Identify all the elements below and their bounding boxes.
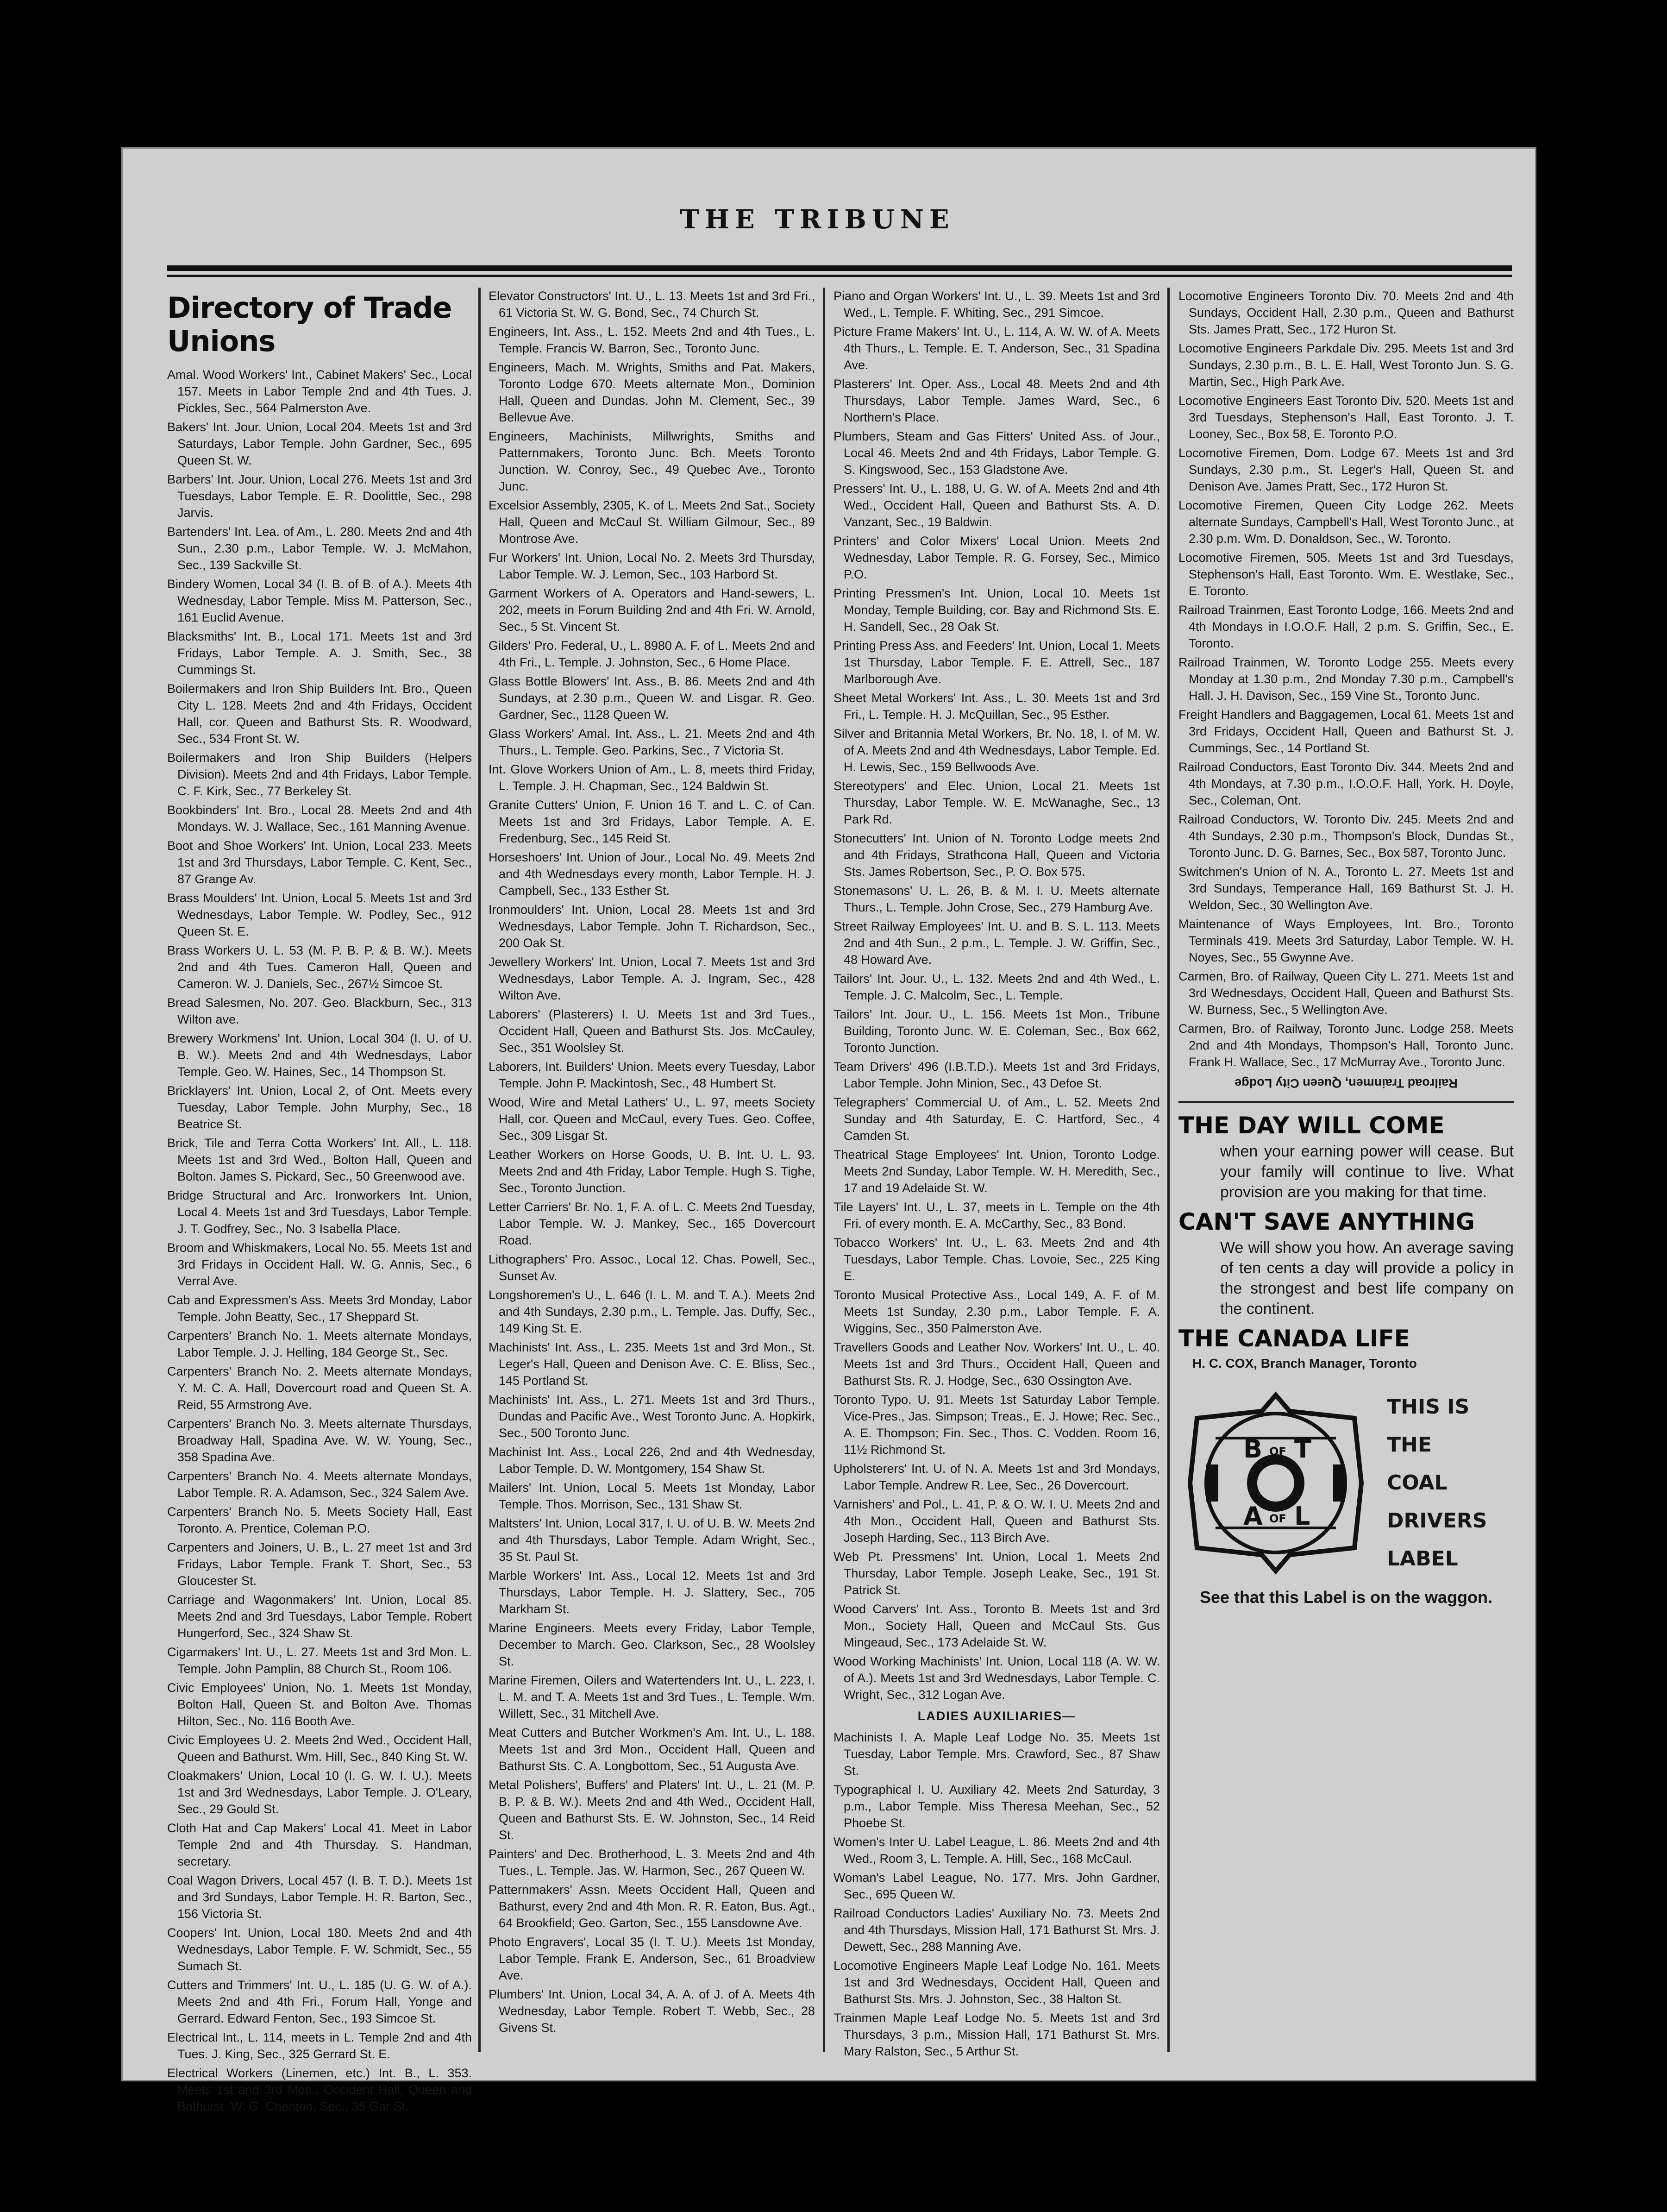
badge-letter: L — [1294, 1502, 1310, 1531]
union-entry: Engineers, Machinists, Millwrights, Smiths and Patternmakers, Toronto Junc. Bch. Meets Toronto Junction. W. Conroy, Sec., 49 Quebec Ave., Toronto Junc. — [489, 429, 815, 493]
label-line: COAL — [1387, 1471, 1448, 1495]
directory-column-1 — [167, 288, 472, 2113]
union-entry: Excelsior Assembly, 2305, K. of L. Meets 2nd Sat., Society Hall, Queen and McCaul St. William Gilmour, Sec., 89 Montrose Ave. — [489, 498, 815, 546]
union-entry: Street Railway Employees' Int. U. and B. S. L. 113. Meets 2nd and 4th Sun., 2 p.m., L. Temple. J. W. Griffin, Sec., 48 Howard Ave. — [834, 919, 1160, 967]
union-entry: Amal. Wood Workers' Int., Cabinet Makers' Sec., Local 157. Meets in Labor Temple 2nd and 4th Tues. J. Pickles, Sec., 564 Palmerston Ave. — [167, 368, 472, 415]
union-entry: Carriage and Wagonmakers' Int. Union, Local 85. Meets 2nd and 3rd Tuesdays, Labor Temple. Robert Hungerford, Sec., 324 Shaw St. — [167, 1593, 472, 1640]
entries-list — [167, 366, 472, 2115]
union-entry: Stereotypers' and Elec. Union, Local 21. Meets 1st Thursday, Labor Temple. W. E. McWanaghe, Sec., 13 Park Rd. — [834, 779, 1160, 826]
union-entry: Brewery Workmens' Int. Union, Local 304 (I. U. of U. B. W.). Meets 2nd and 4th Wednesdays, Labor Temple. Geo. W. Haines, Sec., 14 Thompson St. — [167, 1031, 472, 1079]
union-entry: Fur Workers' Int. Union, Local No. 2. Meets 3rd Thursday, Labor Temple. W. J. Lemon, Sec., 103 Harbord St. — [489, 551, 815, 581]
union-entry: Web Pt. Pressmens' Int. Union, Local 1. Meets 2nd Thursday, Labor Temple. Joseph Leake, Sec., 191 St. Patrick St. — [834, 1550, 1160, 1597]
union-entry: Piano and Organ Workers' Int. U., L. 39. Meets 1st and 3rd Wed., L. Temple. F. Whiting, Sec., 291 Simcoe. — [834, 289, 1160, 320]
union-entry: Stonemasons' U. L. 26, B. & M. I. U. Meets alternate Thurs., L. Temple. John Crose, Sec., 279 Hamburg Ave. — [834, 884, 1160, 914]
union-entry: Upholsterers' Int. U. of N. A. Meets 1st and 3rd Mondays, Labor Temple. Andrew R. Lee, Sec., 26 Dovercourt. — [834, 1462, 1160, 1492]
union-entry: Metal Polishers', Buffers' and Platers' Int. U., L. 21 (M. P. B. P. & B. W.). Meets 2nd and 4th Wed., Occident Hall, Queen and Bathurst Sts. E. W. Johnston, Sec., 14 Reid St. — [489, 1778, 815, 1842]
masthead-rule-thin — [167, 275, 1512, 277]
union-entry: Team Drivers' 496 (I.B.T.D.). Meets 1st and 3rd Fridays, Labor Temple. John Minion, Sec., 43 Defoe St. — [834, 1060, 1160, 1090]
coal-drivers-label-ad — [1178, 1386, 1514, 1608]
union-entry: Locomotive Engineers East Toronto Div. 520. Meets 1st and 3rd Tuesdays, Stephenson's Hall, East Toronto. J. T. Looney, Sec., Box 58, E. Toronto P.O. — [1178, 394, 1514, 441]
directory-column-2 — [489, 288, 815, 2052]
union-entry: Brass Moulders' Int. Union, Local 5. Meets 1st and 3rd Wednesdays, Labor Temple. W. Podley, Sec., 912 Queen St. E. — [167, 891, 472, 938]
union-entry: Electrical Int., L. 114, meets in L. Temple 2nd and 4th Tues. J. King, Sec., 325 Gerrard St. E. — [167, 2030, 472, 2061]
union-entry: Freight Handlers and Baggagemen, Local 61. Meets 1st and 3rd Fridays, Occident Hall, Queen and Bathurst St. J. Cummings, Sec., 14 Portland St. — [1178, 708, 1514, 755]
union-entry: Carmen, Bro. of Railway, Toronto Junc. Lodge 258. Meets 2nd and 4th Mondays, Thompson's Hall, Toronto Junc. Frank H. Wallace, Sec., 17 McMurray Ave., Toronto Junc. — [1178, 1022, 1514, 1069]
ad-paragraph-1: when your earning power will cease. But your family will continue to live. What provision are you making for that time. — [1220, 1143, 1514, 1201]
union-entry: Locomotive Firemen, 505. Meets 1st and 3rd Tuesdays, Stephenson's Hall, East Toronto. Wm. E. Westlake, Sec., E. Toronto. — [1178, 551, 1514, 598]
union-entry: Bindery Women, Local 34 (I. B. of B. of A.). Meets 4th Wednesday, Labor Temple. Miss M. Patterson, Sec., 161 Euclid Avenue. — [167, 577, 472, 624]
union-entry: Machinists' Int. Ass., L. 271. Meets 1st and 3rd Thurs., Dundas and Pacific Ave., West Toronto Junc. A. Hopkirk, Sec., 500 Toronto Junc. — [489, 1393, 815, 1440]
union-entry: Brass Workers U. L. 53 (M. P. B. P. & B. W.). Meets 2nd and 4th Tues. Cameron Hall, Queen and Cameron. W. J. Daniels, Sec., 267½ Simcoe St. — [167, 943, 472, 991]
union-entry: Picture Frame Makers' Int. U., L. 114, A. W. W. of A. Meets 4th Thurs., L. Temple. E. T. Anderson, Sec., 31 Spadina Ave. — [834, 325, 1160, 372]
union-entry: Carpenters' Branch No. 1. Meets alternate Mondays, Labor Temple. J. J. Helling, 184 George St., Sec. — [167, 1329, 472, 1359]
entries-list — [489, 288, 815, 2036]
union-entry: Garment Workers of A. Operators and Hand-sewers, L. 202, meets in Forum Building 2nd and 4th Fri. W. Arnold, Sec., 5 St. Vincent St. — [489, 586, 815, 634]
label-line: THIS IS — [1387, 1395, 1470, 1419]
union-entry: Typographical I. U. Auxiliary 42. Meets 2nd Saturday, 3 p.m., Labor Temple. Miss Theresa Meehan, Sec., 52 Phoebe St. — [834, 1783, 1160, 1830]
union-entry: Mailers' Int. Union, Local 5. Meets 1st Monday, Labor Temple. Thos. Morrison, Sec., 131 Shaw St. — [489, 1481, 815, 1511]
union-entry: Bakers' Int. Jour. Union, Local 204. Meets 1st and 3rd Saturdays, Labor Temple. John Gardner, Sec., 695 Queen St. W. — [167, 420, 472, 467]
column-divider — [1167, 288, 1170, 2052]
union-entry: Longshoremen's U., L. 646 (I. L. M. and T. A.). Meets 2nd and 4th Sundays, 2.30 p.m., L. Temple. Jas. Duffy, Sec., 149 King St. E. — [489, 1288, 815, 1335]
union-entry: Plasterers' Int. Oper. Ass., Local 48. Meets 2nd and 4th Thursdays, Labor Temple. James Ward, Sec., 6 Northern's Place. — [834, 377, 1160, 424]
union-entry: Carpenters' Branch No. 4. Meets alternate Mondays, Labor Temple. R. A. Adamson, Sec., 324 Salem Ave. — [167, 1469, 472, 1500]
ad-signature: H. C. COX, Branch Manager, Toronto — [1192, 1356, 1417, 1370]
union-entry: Engineers, Int. Ass., L. 152. Meets 2nd and 4th Tues., L. Temple. Francis W. Barron, Sec., Toronto Junc. — [489, 325, 815, 355]
ad-divider — [1178, 1101, 1514, 1103]
union-entry: Boilermakers and Iron Ship Builders Int. Bro., Queen City L. 128. Meets 2nd and 4th Fridays, Occident Hall, cor. Queen and Bathurst Sts. R. Woodward, Sec., 534 Front St. W. — [167, 682, 472, 746]
union-entry: Jewellery Workers' Int. Union, Local 7. Meets 1st and 3rd Wednesdays, Labor Temple. A. J. Ingram, Sec., 428 Wilton Ave. — [489, 955, 815, 1002]
directory-title: Directory of Trade Unions — [167, 291, 452, 358]
union-entry: Maintenance of Ways Employees, Int. Bro., Toronto Terminals 419. Meets 3rd Saturday, Labor Temple. W. H. Noyes, Sec., 55 Gwynne Ave. — [1178, 917, 1514, 964]
directory-column-4 — [1178, 288, 1514, 2052]
section-heading: LADIES AUXILIARIES— — [917, 1709, 1076, 1723]
union-entry: Cloakmakers' Union, Local 10 (I. G. W. I. U.). Meets 1st and 3rd Wednesdays, Labor Temple. J. O'Leary, Sec., 29 Gould St. — [167, 1769, 472, 1816]
union-entry: Cutters and Trimmers' Int. U., L. 185 (U. G. W. of A.). Meets 2nd and 4th Fri., Forum Hall, Yonge and Gerrard. Edward Fenton, Sec., 193 Simcoe St. — [167, 1978, 472, 2025]
ad-headline-2: CAN'T SAVE ANYTHING — [1178, 1208, 1475, 1235]
union-entry: Toronto Musical Protective Ass., Local 149, A. F. of M. Meets 1st Sunday, 2.30 p.m., Labor Temple. F. A. Wiggins, Sec., 350 Palmerston Ave. — [834, 1288, 1160, 1335]
union-entry: Tailors' Int. Jour. U., L. 156. Meets 1st Mon., Tribune Building, Toronto Junc. W. E. Coleman, Sec., Box 662, Toronto Junction. — [834, 1007, 1160, 1055]
union-entry: Printing Press Ass. and Feeders' Int. Union, Local 1. Meets 1st Thursday, Labor Temple. F. E. Attrell, Sec., 187 Marlborough Ave. — [834, 639, 1160, 686]
entries-list — [834, 288, 1160, 2060]
union-entry: Machinist Int. Ass., Local 226, 2nd and 4th Wednesday, Labor Temple. D. W. Montgomery, 154 Shaw St. — [489, 1445, 815, 1476]
union-entry: Bartenders' Int. Lea. of Am., L. 280. Meets 2nd and 4th Sun., 2.30 p.m., Labor Temple. W. J. McMahon, Sec., 139 Sackville St. — [167, 525, 472, 572]
union-entry: Theatrical Stage Employees' Int. Union, Toronto Lodge. Meets 2nd Sunday, Labor Temple. W. H. Meredith, Sec., 17 and 19 Adelaide St. W. — [834, 1148, 1160, 1195]
union-entry: Marine Engineers. Meets every Friday, Labor Temple, December to March. Geo. Clarkson, Sec., 28 Woolsley St. — [489, 1621, 815, 1668]
badge-letter: B — [1243, 1434, 1263, 1464]
union-entry: Bookbinders' Int. Bro., Local 28. Meets 2nd and 4th Mondays. W. J. Wallace, Sec., 161 Manning Avenue. — [167, 803, 472, 834]
union-entry: Pressers' Int. U., L. 188, U. G. W. of A. Meets 2nd and 4th Wed., Occident Hall, Queen and Bathurst Sts. A. D. Vanzant, Sec., 19 Baldwin. — [834, 482, 1160, 529]
canada-life-ad — [1178, 1112, 1514, 1372]
label-line: LABEL — [1387, 1547, 1458, 1571]
badge-letter: T — [1294, 1434, 1311, 1464]
ad-headline-3: THE CANADA LIFE — [1178, 1325, 1410, 1352]
union-entry: Laborers' (Plasterers) I. U. Meets 1st and 3rd Tues., Occident Hall, Queen and Bathurst Sts. Jos. McCauley, Sec., 351 Woolsley St. — [489, 1007, 815, 1055]
union-entry: Marine Firemen, Oilers and Watertenders Int. U., L. 223, I. L. M. and T. A. Meets 1st and 3rd Tues., L. Temple. Wm. Willett, Sec., 31 Mitchell Ave. — [489, 1673, 815, 1721]
union-entry: Laborers, Int. Builders' Union. Meets every Tuesday, Labor Temple. John P. Mackintosh, Sec., 48 Humbert St. — [489, 1060, 815, 1090]
union-entry: Wood Carvers' Int. Ass., Toronto B. Meets 1st and 3rd Mon., Society Hall, Queen and McCaul Sts. Gus Mingeaud, Sec., 173 Adelaide St. W. — [834, 1602, 1160, 1649]
union-entry: Women's Inter U. Label League, L. 86. Meets 2nd and 4th Wed., Room 3, L. Temple. A. Hill, Sec., 168 McCaul. — [834, 1835, 1160, 1866]
union-entry: Railroad Conductors, W. Toronto Div. 245. Meets 2nd and 4th Sundays, 2.30 p.m., Thompson's Block, Dundas St., Toronto Junc. D. G. Barnes, Sec., Box 587, Toronto Junc. — [1178, 812, 1514, 860]
union-entry: Carpenters' Branch No. 3. Meets alternate Thursdays, Broadway Hall, Spadina Ave. W. W. Young, Sec., 358 Spadina Ave. — [167, 1417, 472, 1464]
union-entry: Printing Pressmen's Int. Union, Local 10. Meets 1st Monday, Temple Building, cor. Bay and Richmond Sts. E. H. Sandell, Sec., 28 Oak St. — [834, 586, 1160, 634]
union-entry: Tobacco Workers' Int. U., L. 63. Meets 2nd and 4th Tuesdays, Labor Temple. Chas. Lovoie, Sec., 225 King E. — [834, 1236, 1160, 1283]
union-entry: Carpenters' Branch No. 2. Meets alternate Mondays, Y. M. C. A. Hall, Dovercourt road and Queen St. A. Reid, 55 Armstrong Ave. — [167, 1364, 472, 1412]
union-entry: Cigarmakers' Int. U., L. 27. Meets 1st and 3rd Mon. L. Temple. John Pamplin, 88 Church St., Room 106. — [167, 1645, 472, 1676]
union-entry: Railroad Conductors, East Toronto Div. 344. Meets 2nd and 4th Mondays, at 7.30 p.m., I.O.O.F. Hall, York. H. Doyle, Sec., Coleman, Ont. — [1178, 760, 1514, 807]
label-line: DRIVERS — [1387, 1509, 1487, 1533]
column-divider — [823, 288, 825, 2052]
union-entry: Plumbers, Steam and Gas Fitters' United Ass. of Jour., Local 46. Meets 2nd and 4th Fridays, Labor Temple. G. S. Kingswood, Sec., 153 Gladstone Ave. — [834, 429, 1160, 477]
union-entry: Plumbers' Int. Union, Local 34, A. A. of J. of A. Meets 4th Wednesday, Labor Temple. Robert T. Webb, Sec., 28 Givens St. — [489, 1987, 815, 2035]
union-entry: Stonecutters' Int. Union of N. Toronto Lodge meets 2nd and 4th Fridays, Strathcona Hall, Queen and Victoria Sts. James Robertson, Sec., P. O. Box 575. — [834, 831, 1160, 879]
newspaper-page — [121, 147, 1536, 2113]
ad-paragraph-2: We will show you how. An average saving of ten cents a day will provide a policy in the strongest and best life company on the continent. — [1220, 1239, 1514, 1318]
badge-letter: OF — [1269, 1445, 1286, 1458]
union-entry: Machinists I. A. Maple Leaf Lodge No. 35. Meets 1st Tuesday, Labor Temple. Mrs. Crawford, Sec., 87 Shaw St. — [834, 1730, 1160, 1778]
union-entry: Railroad Trainmen, East Toronto Lodge, 166. Meets 2nd and 4th Mondays in I.O.O.F. Hall, 2 p.m. S. Griffin, Sec., E. Toronto. — [1178, 603, 1514, 650]
union-entry: Locomotive Engineers Toronto Div. 70. Meets 2nd and 4th Sundays, Occident Hall, 2.30 p.m., Queen and Bathurst Sts. James Pratt, Sec., 172 Huron St. — [1178, 289, 1514, 336]
union-entry: Broom and Whiskmakers, Local No. 55. Meets 1st and 3rd Fridays in Occident Hall. W. G. Annis, Sec., 6 Verral Ave. — [167, 1241, 472, 1288]
union-entry: Bridge Structural and Arc. Ironworkers Int. Union, Local 4. Meets 1st and 3rd Tuesdays, Labor Temple. J. T. Godfrey, Sec., No. 3 Isabella Place. — [167, 1188, 472, 1236]
directory-column-3 — [834, 288, 1160, 2058]
union-entry: Civic Employees' Union, No. 1. Meets 1st Monday, Bolton Hall, Queen St. and Bolton Ave. Thomas Hilton, Sec., No. 116 Booth Ave. — [167, 1681, 472, 1728]
union-entry: Bricklayers' Int. Union, Local 2, of Ont. Meets every Tuesday, Labor Temple. John Murphy, Sec., 18 Beatrice St. — [167, 1084, 472, 1131]
union-entry: Coopers' Int. Union, Local 180. Meets 2nd and 4th Wednesdays, Labor Temple. F. W. Schmidt, Sec., 55 Sumach St. — [167, 1926, 472, 1973]
entries-list — [1178, 288, 1514, 1070]
union-entry: Machinists' Int. Ass., L. 235. Meets 1st and 3rd Mon., St. Leger's Hall, Queen and Denison Ave. C. E. Bliss, Sec., 145 Portland St. — [489, 1340, 815, 1388]
union-entry: Leather Workers on Horse Goods, U. B. Int. U. L. 93. Meets 2nd and 4th Friday, Labor Temple. Hugh S. Tighe, Sec., Toronto Junction. — [489, 1148, 815, 1195]
union-entry: Sheet Metal Workers' Int. Ass., L. 30. Meets 1st and 3rd Fri., L. Temple. H. J. McQuillan, Sec., 95 Esther. — [834, 691, 1160, 722]
union-entry: Carpenters and Joiners, U. B., L. 27 meet 1st and 3rd Fridays, Labor Temple. Frank T. Short, Sec., 53 Gloucester St. — [167, 1540, 472, 1588]
union-entry: Ironmoulders' Int. Union, Local 28. Meets 1st and 3rd Wednesdays, Labor Temple. John T. Richardson, Sec., 200 Oak St. — [489, 903, 815, 950]
union-entry: Woman's Label League, No. 177. Mrs. John Gardner, Sec., 695 Queen W. — [834, 1871, 1160, 1901]
union-entry: Railroad Trainmen, W. Toronto Lodge 255. Meets every Monday at 1.30 p.m., 2nd Monday 7.30 p.m., Campbell's Hall. J. H. Davison, Sec., 159 Vine St., Toronto Junc. — [1178, 655, 1514, 703]
union-entry: Patternmakers' Assn. Meets Occident Hall, Queen and Bathurst, every 2nd and 4th Mon. R. R. Eaton, Bus. Agt., 64 Brookfield; Geo. Garton, Sec., 155 Lansdowne Ave. — [489, 1883, 815, 1930]
union-entry: Locomotive Firemen, Dom. Lodge 67. Meets 1st and 3rd Sundays, 2.30 p.m., St. Leger's Hall, Queen St. and Denison Ave. James Pratt, Sec., 172 Huron St. — [1178, 446, 1514, 493]
union-entry: Boot and Shoe Workers' Int. Union, Local 233. Meets 1st and 3rd Thursdays, Labor Temple. C. Kent, Sec., 87 Grange Av. — [167, 839, 472, 886]
union-label-badge-icon — [1178, 1386, 1373, 1580]
column-divider — [478, 288, 481, 2052]
union-entry: Barbers' Int. Jour. Union, Local 276. Meets 1st and 3rd Tuesdays, Labor Temple. E. R. Doolittle, Sec., 298 Jarvis. — [167, 472, 472, 520]
union-entry: Civic Employees U. 2. Meets 2nd Wed., Occident Hall, Queen and Bathurst. Wm. Hill, Sec., 840 King St. W. — [167, 1733, 472, 1764]
masthead-rule — [167, 265, 1512, 271]
union-entry: Horseshoers' Int. Union of Jour., Local No. 49. Meets 2nd and 4th Wednesdays every month, Labor Temple. H. J. Campbell, Sec., 133 Esther St. — [489, 850, 815, 898]
union-entry: Meat Cutters and Butcher Workmen's Am. Int. U., L. 188. Meets 1st and 3rd Mon., Occident Hall, Queen and Bathurst Sts. C. A. Longbottom, Sec., 51 Augusta Ave. — [489, 1726, 815, 1773]
union-entry: Lithographers' Pro. Assoc., Local 12. Chas. Powell, Sec., Sunset Av. — [489, 1252, 815, 1283]
union-entry: Tailors' Int. Jour. U., L. 132. Meets 2nd and 4th Wed., L. Temple. J. C. Malcolm, Sec., L. Temple. — [834, 972, 1160, 1002]
union-entry: Locomotive Engineers Maple Leaf Lodge No. 161. Meets 1st and 3rd Wednesdays, Occident Hall, Queen and Bathurst Sts. Mrs. J. Johnston, Sec., 38 Halton St. — [834, 1959, 1160, 2006]
label-line: THE — [1387, 1433, 1432, 1457]
union-entry: Gilders' Pro. Federal, U., L. 8980 A. F. of L. Meets 2nd and 4th Fri., L. Temple. J. Johnston, Sec., 6 Home Place. — [489, 639, 815, 669]
union-entry: Glass Bottle Blowers' Int. Ass., B. 86. Meets 2nd and 4th Sundays, at 2.30 p.m., Queen W. and Lisgar. R. Geo. Gardner, Sec., 1128 Queen W. — [489, 674, 815, 722]
union-entry: Railroad Conductors Ladies' Auxiliary No. 73. Meets 2nd and 4th Thursdays, Mission Hall, 171 Bathurst St. Mrs. J. Dewett, Sec., 288 Manning Ave. — [834, 1906, 1160, 1954]
union-entry: Marble Workers' Int. Ass., Local 12. Meets 1st and 3rd Thursdays, Labor Temple. H. J. Slattery, Sec., 705 Markham St. — [489, 1569, 815, 1616]
union-entry: Electrical Workers (Linemen, etc.) Int. B., L. 353. Meets 1st and 3rd Mon., Occident Hall, Queen and Bathurst. W. G. Cheriton, Sec., 35 Gar St. — [167, 2066, 472, 2113]
union-entry: Painters' and Dec. Brotherhood, L. 3. Meets 2nd and 4th Tues., L. Temple. Jas. W. Harmon, Sec., 267 Queen W. — [489, 1847, 815, 1878]
union-entry: Carmen, Bro. of Railway, Queen City L. 271. Meets 1st and 3rd Wednesdays, Occident Hall, Queen and Bathurst Sts. W. Burness, Sec., 5 Wellington Ave. — [1178, 969, 1514, 1017]
union-entry: Trainmen Maple Leaf Lodge No. 5. Meets 1st and 3rd Thursdays, 3 p.m., Mission Hall, 171 Bathurst St. Mrs. Mary Ralston, Sec., 5 Arthur St. — [834, 2011, 1160, 2058]
union-entry: Locomotive Firemen, Queen City Lodge 262. Meets alternate Sundays, Campbell's Hall, West Toronto Junc., at 2.30 p.m. Wm. D. Donaldson, Sec., W. Toronto. — [1178, 498, 1514, 546]
union-entry: Letter Carriers' Br. No. 1, F. A. of L. C. Meets 2nd Tuesday, Labor Temple. W. J. Mankey, Sec., 165 Dovercourt Road. — [489, 1200, 815, 1247]
union-entry: Boilermakers and Iron Ship Builders (Helpers Division). Meets 2nd and 4th Fridays, Labor Temple. C. F. Kirk, Sec., 77 Berkeley St. — [167, 751, 472, 798]
union-entry: Engineers, Mach. M. Wrights, Smiths and Pat. Makers, Toronto Lodge 670. Meets alternate Mon., Dominion Hall, Queen and Dundas. John M. Clement, Sec., 39 Bellevue Ave. — [489, 360, 815, 424]
union-entry: Switchmen's Union of N. A., Toronto L. 27. Meets 1st and 3rd Sundays, Temperance Hall, 169 Bathurst St. J. H. Weldon, Sec., 30 Wellington Ave. — [1178, 865, 1514, 912]
union-entry: Brick, Tile and Terra Cotta Workers' Int. All., L. 118. Meets 1st and 3rd Wed., Bolton Hall, Queen and Bolton. James S. Pickard, Sec., 50 Greenwood ave. — [167, 1136, 472, 1183]
union-entry: Granite Cutters' Union, F. Union 16 T. and L. C. of Can. Meets 1st and 3rd Fridays, Labor Temple. A. E. Fredenburg, Sec., 145 Reid St. — [489, 798, 815, 845]
union-entry: Carpenters' Branch No. 5. Meets Society Hall, East Toronto. A. Prentice, Coleman P.O. — [167, 1505, 472, 1535]
union-entry: Blacksmiths' Int. B., Local 171. Meets 1st and 3rd Fridays, Labor Temple. A. J. Smith, Sec., 38 Cummings St. — [167, 629, 472, 677]
union-entry: Wood Working Machinists' Int. Union, Local 118 (A. W. W. of A.). Meets 1st and 3rd Wednesdays, Labor Temple. C. Wright, Sec., 312 Logan Ave. — [834, 1654, 1160, 1702]
union-entry: Maltsters' Int. Union, Local 317, I. U. of U. B. W. Meets 2nd and 4th Thursdays, Labor Temple. Adam Wright, Sec., 35 St. Paul St. — [489, 1516, 815, 1564]
union-entry: Travellers Goods and Leather Nov. Workers' Int. U., L. 40. Meets 1st and 3rd Thurs., Occident Hall, Queen and Bathurst Sts. R. J. Hodge, Sec., 630 Ossington Ave. — [834, 1340, 1160, 1388]
union-entry: Glass Workers' Amal. Int. Ass., L. 21. Meets 2nd and 4th Thurs., L. Temple. Geo. Parkins, Sec., 7 Victoria St. — [489, 727, 815, 757]
masthead: THE TRIBUNE — [680, 204, 955, 235]
union-entry: Locomotive Engineers Parkdale Div. 295. Meets 1st and 3rd Sundays, 2.30 p.m., B. L. E. Hall, West Toronto Jun. S. G. Martin, Sec., High Park Ave. — [1178, 341, 1514, 389]
union-entry: Cloth Hat and Cap Makers' Local 41. Meet in Labor Temple 2nd and 4th Thursday. S. Handman, secretary. — [167, 1821, 472, 1868]
union-entry: Int. Glove Workers Union of Am., L. 8, meets third Friday, L. Temple. J. H. Chapman, Sec., 124 Baldwin St. — [489, 762, 815, 793]
union-entry: Tile Layers' Int. U., L. 37, meets in L. Temple on the 4th Fri. of every month. E. A. McCarthy, Sec., 83 Bond. — [834, 1200, 1160, 1231]
badge-letter: A — [1243, 1502, 1263, 1531]
union-entry: Cab and Expressmen's Ass. Meets 3rd Monday, Labor Temple. John Beatty, Sec., 17 Sheppard St. — [167, 1293, 472, 1324]
union-entry: Wood, Wire and Metal Lathers' U., L. 97, meets Society Hall, cor. Queen and McCaul, every Tues. Geo. Coffee, Sec., 309 Lisgar St. — [489, 1095, 815, 1143]
union-entry: Telegraphers' Commercial U. of Am., L. 52. Meets 2nd Sunday and 4th Saturday, E. C. Hartford, Sec., 4 Camden St. — [834, 1095, 1160, 1143]
union-entry: Photo Engravers', Local 35 (I. T. U.). Meets 1st Monday, Labor Temple. Frank E. Anderson, Sec., 61 Broadview Ave. — [489, 1935, 815, 1982]
union-entry: Printers' and Color Mixers' Local Union. Meets 2nd Wednesday, Labor Temple. R. G. Forsey, Sec., Mimico P.O. — [834, 534, 1160, 581]
union-entry: Toronto Typo. U. 91. Meets 1st Saturday Labor Temple. Vice-Pres., Jas. Simpson; Treas., E. J. Howe; Rec. Sec., A. E. Thompson; Fin. Sec., Thos. C. Vodden. Room 16, 11½ Richmond St. — [834, 1393, 1160, 1457]
union-entry: Bread Salesmen, No. 207. Geo. Blackburn, Sec., 313 Wilton ave. — [167, 996, 472, 1026]
union-entry: Coal Wagon Drivers, Local 457 (I. B. T. D.). Meets 1st and 3rd Sundays, Labor Temple. H. R. Barton, Sec., 156 Victoria St. — [167, 1873, 472, 1921]
union-entry: Silver and Britannia Metal Workers, Br. No. 18, I. of M. W. of A. Meets 2nd and 4th Wednesdays, Labor Temple. Ed. H. Lewis, Sec., 159 Bellwoods Ave. — [834, 727, 1160, 774]
label-slogan — [1373, 1388, 1487, 1578]
union-entry: Varnishers' and Pol., L. 41, P. & O. W. I. U. Meets 2nd and 4th Mon., Occident Hall, Queen and Bathurst Sts. Joseph Harding, Sec., 113 Birch Ave. — [834, 1497, 1160, 1545]
badge-letter: OF — [1269, 1512, 1286, 1525]
label-footer: See that this Label is on the waggon. — [1199, 1588, 1493, 1607]
inverted-line: Railroad Trainmen, Queen City Lodge — [1235, 1076, 1458, 1090]
ad-headline-1: THE DAY WILL COME — [1178, 1112, 1445, 1139]
union-entry: Elevator Constructors' Int. U., L. 13. Meets 1st and 3rd Fri., 61 Victoria St. W. G. Bond, Sec., 74 Church St. — [489, 289, 815, 320]
